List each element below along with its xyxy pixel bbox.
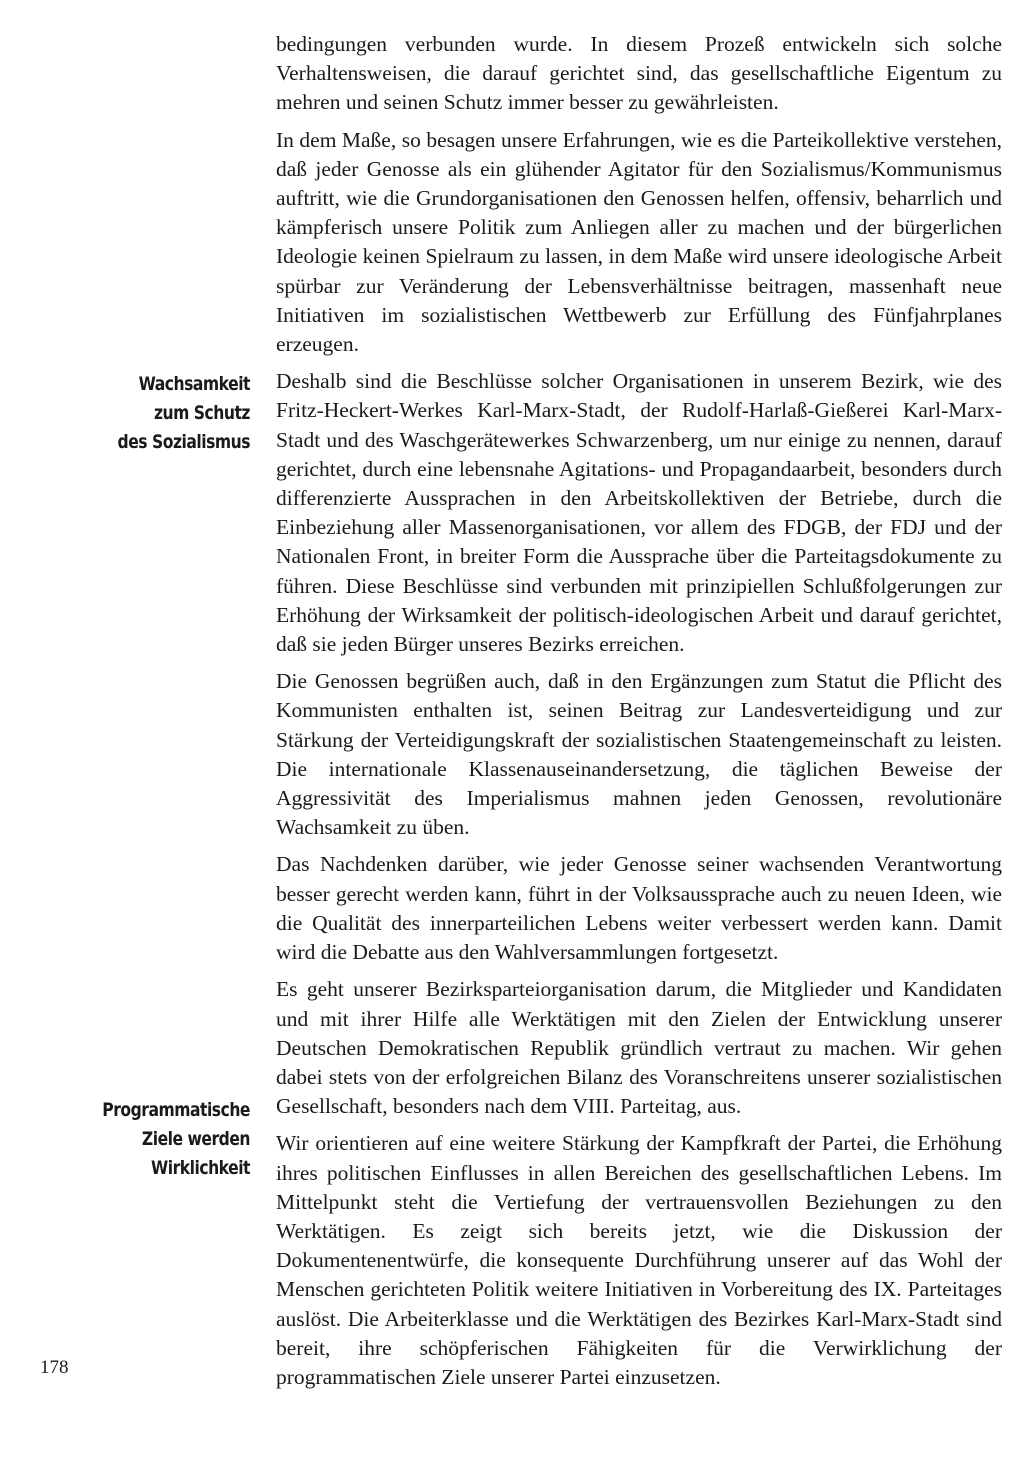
paragraph-5: Das Nachdenken darüber, wie jeder Genosse seiner wachsenden Verantwortung besser gerecht werden kann, führt in der Volksaussprache auch zu neuen Ideen, wie die Qualität des innerparteilichen Lebens weiter verbessert werden kann. Damit wird die Debatte aus den Wahlversammlungen fortgesetzt. — [276, 852, 1002, 965]
margin-heading-wachsamkeit — [78, 370, 250, 457]
paragraph-3: Deshalb sind die Beschlüsse solcher Organisationen in unserem Bezirk, wie des Fritz-Heckert-Werkes Karl-Marx-Stadt, der Rudolf-Harlaß-Gießerei Karl-Marx-Stadt und des Waschgerätewerkes Schwarzenberg, um nur einige zu nennen, darauf gerichtet, durch eine lebensnahe Agitations- und Propagandaarbeit, besonders durch differenzierte Aussprachen in den Arbeitskollektiven der Betriebe, durch die Einbeziehung aller Massenorganisationen, vor allem des FDGB, der FDJ und der Nationalen Front, in breiter Form die Aussprache über die Parteitagsdokumente zu führen. Diese Beschlüsse sind verbunden mit prinzipiellen Schlußfolgerungen zur Erhöhung der Wirksamkeit der politisch-ideologischen Arbeit und darauf gerichtet, daß sie jeden Bürger unseres Bezirks erreichen. — [276, 369, 1002, 657]
paragraph-6: Es geht unserer Bezirksparteiorganisation darum, die Mitglieder und Kandidaten und mit ihrer Hilfe alle Werktätigen mit den Zielen der Entwicklung unserer Deutschen Demokratischen Republik gründlich vertraut zu machen. Wir gehen dabei stets von der erfolgreichen Bilanz des Voranschreitens unserer sozialistischen Gesellschaft, besonders nach dem VIII. Parteitag, aus. — [276, 977, 1002, 1119]
margin-heading-line: Wirklichkeit — [151, 1157, 250, 1179]
paragraph-4: Die Genossen begrüßen auch, daß in den Ergänzungen zum Statut die Pflicht des Kommunisten enthalten ist, seinen Beitrag zur Landesverteidigung und zur Stärkung der Verteidigungskraft der sozialistischen Staatengemeinschaft zu leisten. Die internationale Klassenauseinandersetzung, die täglichen Beweise der Aggressivität des Imperialismus mahnen jeden Genossen, revolutionäre Wachsamkeit zu üben. — [276, 669, 1002, 840]
margin-heading-programmatische-ziele — [78, 1096, 250, 1183]
body-text-column — [276, 30, 1002, 1400]
paragraph-1: bedingungen verbunden wurde. In diesem Prozeß entwickeln sich solche Verhaltensweisen, die darauf gerichtet sind, das gesellschaftliche Eigentum zu mehren und seinen Schutz immer besser zu gewährleisten. — [276, 32, 1002, 115]
page-number: 178 — [40, 1357, 69, 1378]
margin-heading-line: zum Schutz — [153, 402, 250, 424]
margin-heading-line: Programmatische — [102, 1099, 250, 1121]
margin-heading-line: des Sozialismus — [117, 431, 250, 453]
paragraph-2: In dem Maße, so besagen unsere Erfahrungen, wie es die Parteikollektive verstehen, daß jeder Genosse als ein glühender Agitator für den Sozialismus/Kommunismus auftritt, wie die Grundorganisationen den Genossen helfen, offensiv, beharrlich und kämpferisch unsere Politik zum Anliegen aller zu machen und der bürgerlichen Ideologie keinen Spielraum zu lassen, in dem Maße wird unsere ideologische Arbeit spürbar zur Veränderung der Lebensverhältnisse beitragen, massenhaft neue Initiativen im sozialistischen Wettbewerb zur Erfüllung des Fünfjahrplanes erzeugen. — [276, 127, 1002, 357]
paragraph-7: Wir orientieren auf eine weitere Stärkung der Kampfkraft der Partei, die Erhöhung ihres politischen Einflusses in allen Bereichen des gesellschaftlichen Lebens. Im Mittelpunkt steht die Vertiefung der vertrauensvollen Beziehungen zu den Werktätigen. Es zeigt sich bereits jetzt, wie die Diskussion der Dokumentenentwürfe, die konsequente Durchführung unserer auf das Wohl der Menschen gerichteten Politik weitere Initiativen in Vorbereitung des IX. Parteitages auslöst. Die Arbeiterklasse und die Werktätigen des Bezirkes Karl-Marx-Stadt sind bereit, ihre schöpferischen Fähigkeiten für die Verwirklichung der programmatischen Ziele unserer Partei einzusetzen. — [276, 1131, 1002, 1389]
margin-heading-line: Ziele werden — [141, 1128, 250, 1150]
margin-heading-line: Wachsamkeit — [138, 373, 250, 395]
